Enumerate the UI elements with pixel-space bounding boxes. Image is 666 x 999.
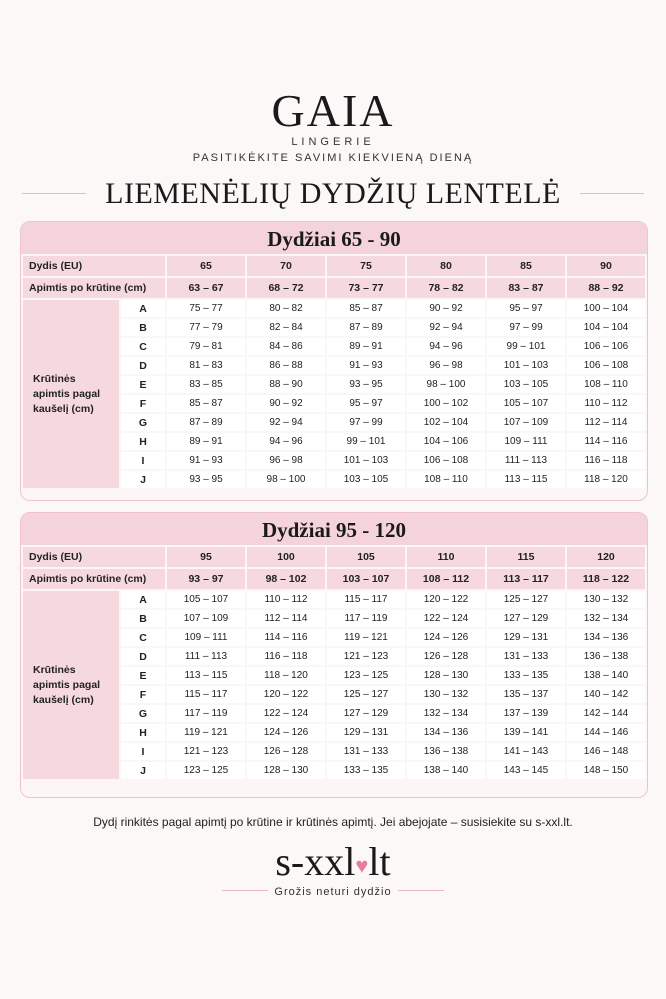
bust-value: 85 – 87 <box>167 395 245 412</box>
cup-side-line: kaušelį (cm) <box>33 693 94 706</box>
bust-value: 133 – 135 <box>327 762 405 779</box>
bust-value: 122 – 124 <box>407 610 485 627</box>
table-row <box>23 591 645 608</box>
bust-value: 109 – 111 <box>167 629 245 646</box>
bust-value: 103 – 105 <box>327 471 405 488</box>
bust-value: 129 – 131 <box>327 724 405 741</box>
size-table-card <box>20 512 648 798</box>
size-value: 75 <box>327 256 405 276</box>
bust-value: 146 – 148 <box>567 743 645 760</box>
bust-value: 134 – 136 <box>407 724 485 741</box>
bust-value: 97 – 99 <box>327 414 405 431</box>
bust-value: 132 – 134 <box>407 705 485 722</box>
bust-value: 104 – 106 <box>407 433 485 450</box>
bust-value: 106 – 108 <box>567 357 645 374</box>
bust-value: 115 – 117 <box>327 591 405 608</box>
underbust-row <box>23 569 645 589</box>
underbust-label: Apimtis po krūtine (cm) <box>23 278 165 298</box>
table-title: Dydžiai 65 - 90 <box>21 222 647 254</box>
bust-value: 131 – 133 <box>327 743 405 760</box>
slogan-divider-right <box>398 890 444 891</box>
bust-value: 136 – 138 <box>407 743 485 760</box>
size-row <box>23 547 645 567</box>
cup-letter: I <box>121 743 165 760</box>
bust-value: 125 – 127 <box>487 591 565 608</box>
bust-value: 133 – 135 <box>487 667 565 684</box>
page-title: LIEMENĖLIŲ DYDŽIŲ LENTELĖ <box>105 177 561 210</box>
underbust-value: 78 – 82 <box>407 278 485 298</box>
bust-value: 125 – 127 <box>327 686 405 703</box>
bust-value: 96 – 98 <box>407 357 485 374</box>
size-value: 115 <box>487 547 565 567</box>
size-note: Dydį rinkitės pagal apimtį po krūtine ir krūtinės apimtį. Jei abejojate – susisiekite su s-xxl.lt. <box>93 815 573 829</box>
bust-value: 112 – 114 <box>247 610 325 627</box>
underbust-value: 98 – 102 <box>247 569 325 589</box>
bust-value: 126 – 128 <box>247 743 325 760</box>
cup-letter: J <box>121 471 165 488</box>
cup-side-line: apimtis pagal <box>33 678 101 691</box>
bust-value: 105 – 107 <box>167 591 245 608</box>
cup-side-label <box>23 591 119 779</box>
bust-value: 84 – 86 <box>247 338 325 355</box>
cup-letter: D <box>121 648 165 665</box>
underbust-value: 108 – 112 <box>407 569 485 589</box>
cup-letter: E <box>121 376 165 393</box>
cup-letter: G <box>121 414 165 431</box>
table-row <box>23 300 645 317</box>
cup-letter: H <box>121 724 165 741</box>
bust-value: 123 – 125 <box>167 762 245 779</box>
size-value: 70 <box>247 256 325 276</box>
bust-value: 113 – 115 <box>167 667 245 684</box>
bust-value: 77 – 79 <box>167 319 245 336</box>
bust-value: 130 – 132 <box>407 686 485 703</box>
bust-value: 85 – 87 <box>327 300 405 317</box>
bust-value: 83 – 85 <box>167 376 245 393</box>
cup-letter: H <box>121 433 165 450</box>
bust-value: 92 – 94 <box>407 319 485 336</box>
shop-logo-right: lt <box>368 839 391 884</box>
bust-value: 75 – 77 <box>167 300 245 317</box>
bust-value: 121 – 123 <box>167 743 245 760</box>
bust-value: 136 – 138 <box>567 648 645 665</box>
cup-letter: F <box>121 395 165 412</box>
size-row <box>23 256 645 276</box>
bust-value: 91 – 93 <box>327 357 405 374</box>
cup-letter: G <box>121 705 165 722</box>
shop-logo-left: s-xxl <box>275 839 356 884</box>
bust-value: 135 – 137 <box>487 686 565 703</box>
bust-value: 137 – 139 <box>487 705 565 722</box>
underbust-row <box>23 278 645 298</box>
bust-value: 132 – 134 <box>567 610 645 627</box>
bust-value: 90 – 92 <box>247 395 325 412</box>
underbust-value: 83 – 87 <box>487 278 565 298</box>
bust-value: 118 – 120 <box>247 667 325 684</box>
bust-value: 100 – 102 <box>407 395 485 412</box>
underbust-value: 63 – 67 <box>167 278 245 298</box>
cup-letter: E <box>121 667 165 684</box>
bust-value: 116 – 118 <box>247 648 325 665</box>
bust-value: 127 – 129 <box>327 705 405 722</box>
title-row <box>0 174 666 214</box>
heart-icon: ♥ <box>355 852 369 878</box>
slogan-row <box>0 882 666 898</box>
bust-value: 86 – 88 <box>247 357 325 374</box>
bust-value: 140 – 142 <box>567 686 645 703</box>
table-title: Dydžiai 95 - 120 <box>21 513 647 545</box>
slogan-divider-left <box>222 890 268 891</box>
bust-value: 119 – 121 <box>327 629 405 646</box>
bust-value: 141 – 143 <box>487 743 565 760</box>
bust-value: 128 – 130 <box>247 762 325 779</box>
bust-value: 94 – 96 <box>407 338 485 355</box>
cup-letter: A <box>121 300 165 317</box>
cup-letter: A <box>121 591 165 608</box>
bust-value: 118 – 120 <box>567 471 645 488</box>
bust-value: 103 – 105 <box>487 376 565 393</box>
cup-side-line: apimtis pagal <box>33 387 101 400</box>
cup-letter: I <box>121 452 165 469</box>
bust-value: 122 – 124 <box>247 705 325 722</box>
bust-value: 80 – 82 <box>247 300 325 317</box>
title-divider-left <box>22 193 86 194</box>
bust-value: 81 – 83 <box>167 357 245 374</box>
bust-value: 89 – 91 <box>167 433 245 450</box>
bust-value: 94 – 96 <box>247 433 325 450</box>
bust-value: 138 – 140 <box>407 762 485 779</box>
bust-value: 108 – 110 <box>567 376 645 393</box>
bust-value: 114 – 116 <box>567 433 645 450</box>
bust-value: 98 – 100 <box>407 376 485 393</box>
bust-value: 97 – 99 <box>487 319 565 336</box>
bust-value: 100 – 104 <box>567 300 645 317</box>
size-value: 85 <box>487 256 565 276</box>
bust-value: 120 – 122 <box>247 686 325 703</box>
bust-value: 117 – 119 <box>327 610 405 627</box>
size-value: 90 <box>567 256 645 276</box>
bust-value: 79 – 81 <box>167 338 245 355</box>
brand-logo <box>0 85 666 148</box>
bust-value: 123 – 125 <box>327 667 405 684</box>
cup-letter: C <box>121 338 165 355</box>
bust-value: 92 – 94 <box>247 414 325 431</box>
size-table-card <box>20 221 648 501</box>
bust-value: 120 – 122 <box>407 591 485 608</box>
size-value: 120 <box>567 547 645 567</box>
slogan: Grožis neturi dydžio <box>274 886 392 898</box>
bust-value: 90 – 92 <box>407 300 485 317</box>
bust-value: 114 – 116 <box>247 629 325 646</box>
bust-value: 116 – 118 <box>567 452 645 469</box>
bust-value: 110 – 112 <box>567 395 645 412</box>
bust-value: 121 – 123 <box>327 648 405 665</box>
bust-value: 131 – 133 <box>487 648 565 665</box>
bust-value: 106 – 106 <box>567 338 645 355</box>
bust-value: 144 – 146 <box>567 724 645 741</box>
brand-sub: LINGERIE <box>291 136 375 148</box>
brand-name: GAIA <box>271 85 395 136</box>
bust-value: 107 – 109 <box>487 414 565 431</box>
size-value: 110 <box>407 547 485 567</box>
bust-value: 138 – 140 <box>567 667 645 684</box>
size-value: 95 <box>167 547 245 567</box>
cup-letter: F <box>121 686 165 703</box>
bust-value: 139 – 141 <box>487 724 565 741</box>
bust-value: 105 – 107 <box>487 395 565 412</box>
bust-value: 142 – 144 <box>567 705 645 722</box>
cup-letter: D <box>121 357 165 374</box>
bust-value: 117 – 119 <box>167 705 245 722</box>
bust-value: 82 – 84 <box>247 319 325 336</box>
bust-value: 110 – 112 <box>247 591 325 608</box>
bust-value: 96 – 98 <box>247 452 325 469</box>
size-label: Dydis (EU) <box>23 256 165 276</box>
bust-value: 134 – 136 <box>567 629 645 646</box>
bust-value: 91 – 93 <box>167 452 245 469</box>
bust-value: 87 – 89 <box>327 319 405 336</box>
bust-value: 109 – 111 <box>487 433 565 450</box>
size-value: 65 <box>167 256 245 276</box>
bust-value: 93 – 95 <box>167 471 245 488</box>
title-divider-right <box>580 193 644 194</box>
bust-value: 104 – 104 <box>567 319 645 336</box>
bust-value: 129 – 131 <box>487 629 565 646</box>
bust-value: 115 – 117 <box>167 686 245 703</box>
bust-value: 95 – 97 <box>327 395 405 412</box>
bust-value: 128 – 130 <box>407 667 485 684</box>
cup-letter: C <box>121 629 165 646</box>
bust-value: 124 – 126 <box>247 724 325 741</box>
bust-value: 126 – 128 <box>407 648 485 665</box>
bust-value: 89 – 91 <box>327 338 405 355</box>
size-value: 100 <box>247 547 325 567</box>
bust-value: 130 – 132 <box>567 591 645 608</box>
size-value: 80 <box>407 256 485 276</box>
bust-value: 111 – 113 <box>167 648 245 665</box>
bust-value: 95 – 97 <box>487 300 565 317</box>
size-table <box>21 254 647 490</box>
bust-value: 107 – 109 <box>167 610 245 627</box>
size-table <box>21 545 647 781</box>
bust-value: 102 – 104 <box>407 414 485 431</box>
cup-letter: B <box>121 319 165 336</box>
bust-value: 108 – 110 <box>407 471 485 488</box>
bust-value: 111 – 113 <box>487 452 565 469</box>
tagline: PASITIKĖKITE SAVIMI KIEKVIENĄ DIENĄ <box>192 152 474 164</box>
bust-value: 98 – 100 <box>247 471 325 488</box>
underbust-value: 113 – 117 <box>487 569 565 589</box>
underbust-label: Apimtis po krūtine (cm) <box>23 569 165 589</box>
bust-value: 106 – 108 <box>407 452 485 469</box>
underbust-value: 88 – 92 <box>567 278 645 298</box>
bust-value: 88 – 90 <box>247 376 325 393</box>
cup-side-line: kaušelį (cm) <box>33 402 94 415</box>
bust-value: 99 – 101 <box>327 433 405 450</box>
bust-value: 113 – 115 <box>487 471 565 488</box>
underbust-value: 93 – 97 <box>167 569 245 589</box>
bust-value: 124 – 126 <box>407 629 485 646</box>
bust-value: 119 – 121 <box>167 724 245 741</box>
underbust-value: 103 – 107 <box>327 569 405 589</box>
cup-side-line: Krūtinės <box>33 372 76 385</box>
underbust-value: 73 – 77 <box>327 278 405 298</box>
bust-value: 143 – 145 <box>487 762 565 779</box>
cup-letter: B <box>121 610 165 627</box>
bust-value: 101 – 103 <box>487 357 565 374</box>
bust-value: 148 – 150 <box>567 762 645 779</box>
bust-value: 112 – 114 <box>567 414 645 431</box>
size-label: Dydis (EU) <box>23 547 165 567</box>
cup-side-label <box>23 300 119 488</box>
underbust-value: 68 – 72 <box>247 278 325 298</box>
bust-value: 101 – 103 <box>327 452 405 469</box>
cup-side-line: Krūtinės <box>33 663 76 676</box>
size-value: 105 <box>327 547 405 567</box>
bust-value: 93 – 95 <box>327 376 405 393</box>
bust-value: 87 – 89 <box>167 414 245 431</box>
cup-letter: J <box>121 762 165 779</box>
underbust-value: 118 – 122 <box>567 569 645 589</box>
bust-value: 127 – 129 <box>487 610 565 627</box>
bust-value: 99 – 101 <box>487 338 565 355</box>
